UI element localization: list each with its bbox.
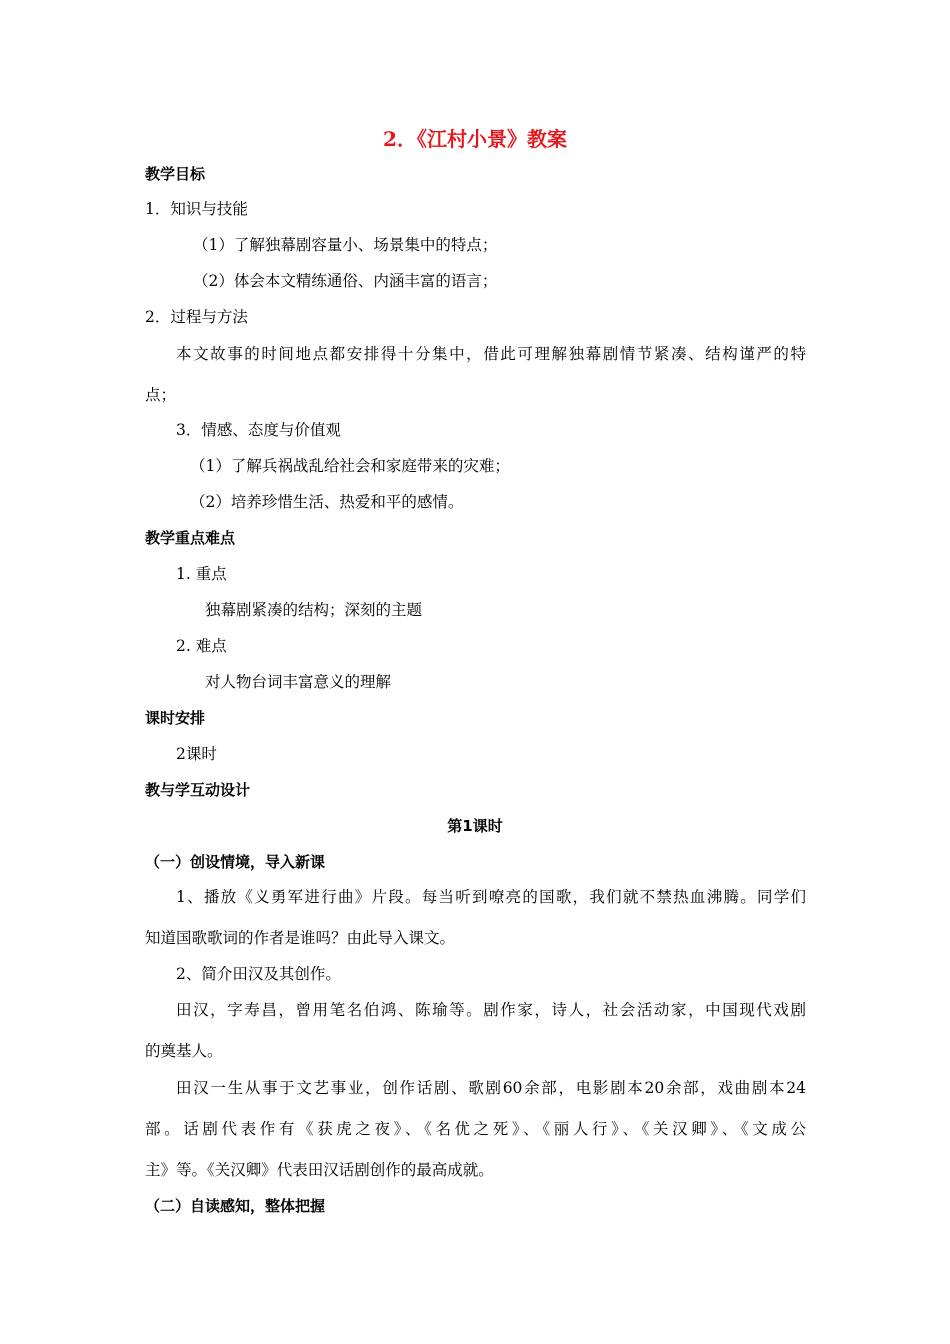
section-heading-goals: 教学目标 [145,165,206,183]
goal-3-heading: 3．情感、态度与价值观 [176,421,341,439]
paragraph-4-line-3: 主》等。《关汉卿》代表田汉话剧创作的最高成就。 [145,1161,494,1179]
document-title: 2．《江村小景》教案 [383,127,567,151]
key-point-2-text: 对人物台词丰富意义的理解 [205,673,392,691]
section-heading-schedule: 课时安排 [145,709,206,727]
goal-1-item-b: （2）体会本文精练通俗、内涵丰富的语言； [193,272,498,290]
paragraph-2: 2、简介田汉及其创作。 [176,965,341,983]
paragraph-3-line-1: 田汉，字寿昌，曾用笔名伯鸿、陈瑜等。剧作家，诗人，社会活动家，中国现代戏剧 [176,1001,806,1019]
key-point-1-heading: 1. 重点 [176,565,227,583]
section-heading-design: 教与学互动设计 [145,781,251,799]
paragraph-3-line-2: 的奠基人。 [145,1042,223,1060]
goal-1-heading: 1．知识与技能 [145,200,248,218]
lesson-1-heading: 第1课时 [447,817,503,835]
schedule-text: 2课时 [176,745,217,763]
goal-3-item-b: （2）培养珍惜生活、热爱和平的感情。 [190,493,464,511]
key-point-1-text: 独幕剧紧凑的结构；深刻的主题 [205,601,423,619]
goal-3-item-a: （1）了解兵祸战乱给社会和家庭带来的灾难； [190,457,510,475]
part-1-heading: （一）创设情境，导入新课 [145,853,326,871]
paragraph-1-line-1: 1、播放《义勇军进行曲》片段。每当听到嘹亮的国歌，我们就不禁热血沸腾。同学们 [176,888,806,906]
goal-2-paragraph-line-1: 本文故事的时间地点都安排得十分集中，借此可理解独幕剧情节紧凑、结构谨严的特 [176,345,806,363]
paragraph-4-line-1: 田汉一生从事于文艺事业，创作话剧、歌剧60余部，电影剧本20余部，戏曲剧本24 [176,1079,806,1097]
goal-2-heading: 2．过程与方法 [145,308,248,326]
part-2-heading: （二）自读感知，整体把握 [145,1197,326,1215]
section-heading-key-points: 教学重点难点 [145,529,236,547]
goal-1-item-a: （1）了解独幕剧容量小、场景集中的特点； [193,236,498,254]
key-point-2-heading: 2. 难点 [176,637,227,655]
paragraph-4-line-2: 部。话剧代表作有《获虎之夜》、《名优之死》、《丽人行》、《关汉卿》、《文成公 [145,1120,806,1138]
paragraph-1-line-2: 知道国歌歌词的作者是谁吗？由此导入课文。 [145,929,456,947]
goal-2-paragraph-line-2: 点； [145,386,177,404]
